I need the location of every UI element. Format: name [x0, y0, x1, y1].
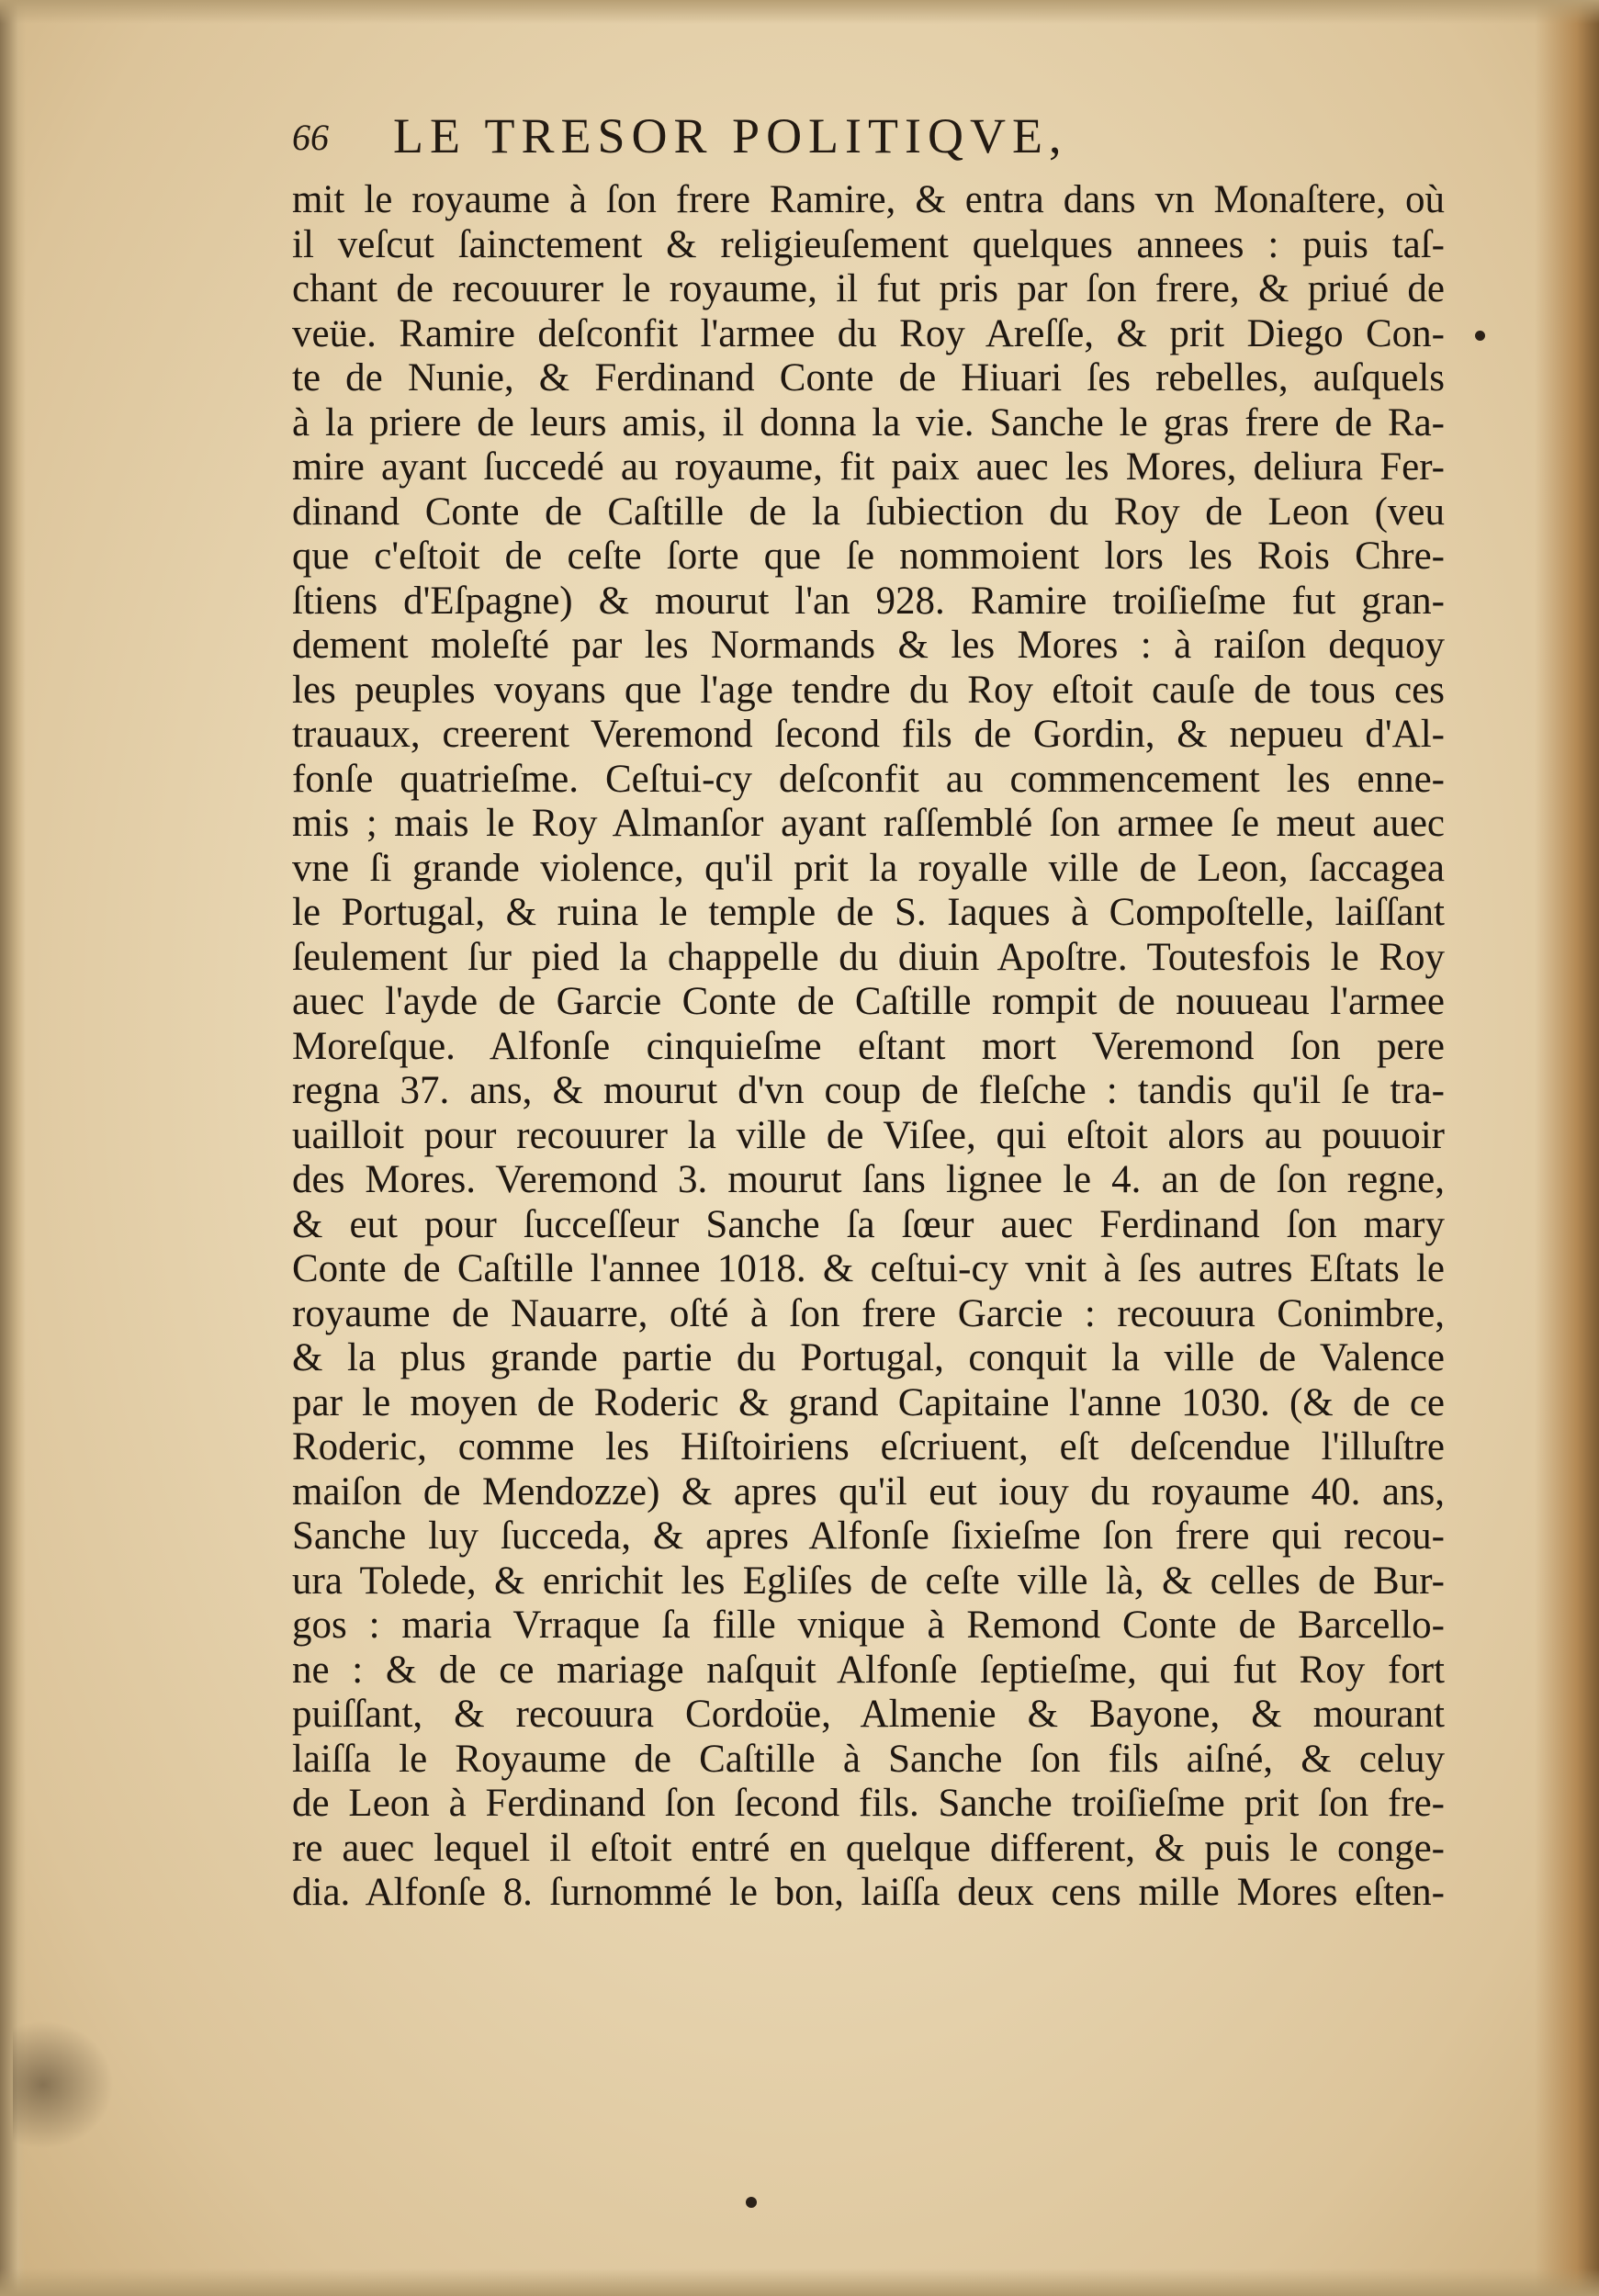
- text-line: il veſcut ſainctement & religieuſement quelques annees : puis taſ-: [292, 222, 1445, 266]
- text-line: Moreſque. Alfonſe cinquieſme eſtant mort Veremond ſon pere: [292, 1024, 1445, 1068]
- text-line: que c'eſtoit de ceſte ſorte que ſe nommoient lors les Rois Chre-: [292, 535, 1445, 578]
- text-line: ſeulement ſur pied la chappelle du diuin Apoſtre. Toutesfois le Roy: [292, 935, 1445, 979]
- margin-ink-dot: [1475, 331, 1485, 341]
- page-left-edge: [0, 0, 26, 2296]
- text-line: fonſe quatrieſme. Ceſtui-cy deſconfit au commencement les enne-: [292, 757, 1445, 801]
- text-line: mis ; mais le Roy Almanſor ayant raſſemblé ſon armee ſe meut auec: [292, 802, 1445, 845]
- text-line: trauaux, creerent Veremond ſecond fils de Gordin, & nepueu d'Al-: [292, 713, 1445, 756]
- text-line: ſtiens d'Eſpagne) & mourut l'an 928. Ramire troiſieſme fut gran-: [292, 579, 1445, 623]
- text-line: & la plus grande partie du Portugal, conquit la ville de Valence: [292, 1336, 1445, 1379]
- text-line: maiſon de Mendozze) & apres qu'il eut iouy du royaume 40. ans,: [292, 1469, 1445, 1514]
- text-line: Sanche luy ſucceda, & apres Alfonſe ſixieſme ſon frere qui recou-: [292, 1514, 1445, 1558]
- text-line: te de Nunie, & Ferdinand Conte de Hiuari ſes rebelles, auſquels: [292, 356, 1445, 400]
- text-line: à la priere de leurs amis, il donna la vie. Sanche le gras frere de Ra-: [292, 400, 1445, 445]
- text-line: regna 37. ans, & mourut d'vn coup de fleſche : tandis qu'il ſe tra-: [292, 1069, 1445, 1112]
- text-line: les peuples voyans que l'age tendre du Roy eſtoit cauſe de tous ces: [292, 668, 1445, 712]
- body-text: [292, 178, 1445, 1916]
- text-line: ne : & de ce mariage naſquit Alfonſe ſeptieſme, qui fut Roy fort: [292, 1648, 1445, 1692]
- page-top-edge: [0, 0, 1599, 24]
- text-line: des Mores. Veremond 3. mourut ſans lignee le 4. an de ſon regne,: [292, 1158, 1445, 1201]
- text-line: mit le royaume à ſon frere Ramire, & entra dans vn Monaſtere, où: [292, 178, 1445, 221]
- page-bottom-edge: [0, 2268, 1599, 2296]
- text-line: re auec lequel il eſtoit entré en quelque different, & puis le conge-: [292, 1826, 1445, 1870]
- text-line: dement moleſté par les Normands & les Mores : à raiſon dequoy: [292, 624, 1445, 667]
- text-line: laiſſa le Royaume de Caſtille à Sanche ſon fils aiſné, & celuy: [292, 1737, 1445, 1781]
- text-line: gos : maria Vrraque ſa fille vnique à Remond Conte de Barcello-: [292, 1604, 1445, 1647]
- text-line: royaume de Nauarre, oſté à ſon frere Garcie : recouura Conimbre,: [292, 1291, 1445, 1335]
- text-line: auec l'ayde de Garcie Conte de Caſtille rompit de nouueau l'armee: [292, 980, 1445, 1023]
- page-header: [292, 108, 1293, 163]
- text-line: de Leon à Ferdinand ſon ſecond fils. Sanche troiſieſme prit ſon fre-: [292, 1782, 1445, 1825]
- text-line: & eut pour ſucceſſeur Sanche ſa ſœur auec Ferdinand ſon mary: [292, 1202, 1445, 1246]
- text-line: ura Tolede, & enrichit les Egliſes de ceſte ville là, & celles de Bur-: [292, 1559, 1445, 1603]
- text-line: dia. Alfonſe 8. ſurnommé le bon, laiſſa deux cens mille Mores eſten-: [292, 1871, 1445, 1914]
- text-line: Roderic, comme les Hiſtoiriens eſcriuent, eſt deſcendue l'illuſtre: [292, 1425, 1445, 1469]
- text-line: uailloit pour recouurer la ville de Viſee, qui eſtoit alors au pouuoir: [292, 1113, 1445, 1157]
- text-line: par le moyen de Roderic & grand Capitaine l'anne 1030. (& de ce: [292, 1380, 1445, 1424]
- text-line: chant de recouurer le royaume, il fut pris par ſon frere, & priué de: [292, 267, 1445, 310]
- text-line: vne ſi grande violence, qu'il prit la royalle ville de Leon, ſaccagea: [292, 846, 1445, 890]
- footer-ink-mark: [746, 2197, 757, 2208]
- running-title: LE TRESOR POLITIQVE,: [393, 108, 1068, 163]
- text-line: puiſſant, & recouura Cordoüe, Almenie & Bayone, & mourant: [292, 1693, 1445, 1736]
- text-line: mire ayant ſuccedé au royaume, fit paix auec les Mores, deliura Fer-: [292, 445, 1445, 489]
- text-line: le Portugal, & ruina le temple de S. Iaques à Compoſtelle, laiſſant: [292, 891, 1445, 934]
- text-line: Conte de Caſtille l'annee 1018. & ceſtui-cy vnit à ſes autres Eſtats le: [292, 1247, 1445, 1290]
- page-number: 66: [292, 117, 329, 158]
- text-line: dinand Conte de Caſtille de la ſubiection du Roy de Leon (veu: [292, 490, 1445, 534]
- paper-stain: [13, 2020, 114, 2149]
- page-gutter-shadow: [1535, 0, 1599, 2296]
- text-line: veüe. Ramire deſconfit l'armee du Roy Areſſe, & prit Diego Con-: [292, 311, 1445, 355]
